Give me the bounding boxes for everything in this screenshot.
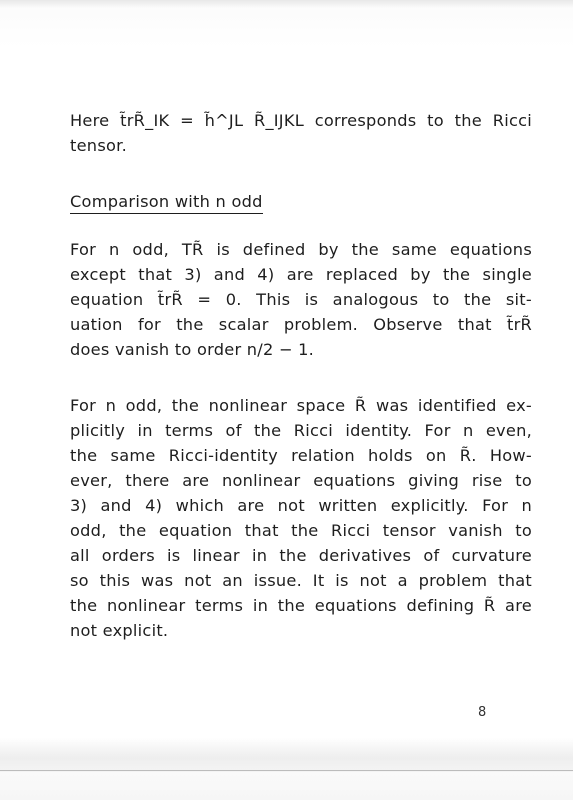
paragraph-line: plicitly in terms of the Ricci identity. For n even,: [70, 421, 532, 440]
section-heading: [70, 189, 263, 214]
scan-shadow-top: [0, 0, 573, 8]
paragraph-line: Here t̃rR̃_IK = h̃^JL R̃_IJKL corresponds to the Ricci: [70, 111, 532, 130]
paragraph-line: uation for the scalar problem. Observe that t̃rR̃: [70, 315, 532, 334]
page-number: 8: [478, 705, 487, 720]
paragraph-nonlinear-space: [70, 393, 532, 643]
paragraph-line: 3) and 4) which are not written explicitly. For n: [70, 496, 532, 515]
paragraph-n-odd: [70, 237, 532, 362]
paragraph-line: For n odd, TR̃ is defined by the same equations: [70, 240, 532, 259]
paragraph-line: not explicit.: [70, 621, 169, 640]
paragraph-line: all orders is linear in the derivatives of curvature: [70, 546, 532, 565]
section-heading-text: Comparison with n odd: [70, 192, 263, 214]
paragraph-line: the same Ricci-identity relation holds on R̃. How-: [70, 446, 532, 465]
paragraph-line: equation t̃rR̃ = 0. This is analogous to the sit-: [70, 290, 532, 309]
scan-edge-line: [0, 770, 573, 771]
scan-shadow-bottom: [0, 738, 573, 772]
paragraph-line: For n odd, the nonlinear space R̃ was identified ex-: [70, 396, 532, 415]
paragraph-line: except that 3) and 4) are replaced by the single: [70, 265, 532, 284]
paragraph-line: so this was not an issue. It is not a problem that: [70, 571, 532, 590]
paragraph-line: tensor.: [70, 136, 127, 155]
paragraph-line: the nonlinear terms in the equations defining R̃ are: [70, 596, 532, 615]
paragraph-line: odd, the equation that the Ricci tensor vanish to: [70, 521, 532, 540]
paragraph-line: ever, there are nonlinear equations giving rise to: [70, 471, 532, 490]
paragraph-line: does vanish to order n/2 − 1.: [70, 340, 315, 359]
paragraph-ricci-tensor: [70, 108, 532, 158]
